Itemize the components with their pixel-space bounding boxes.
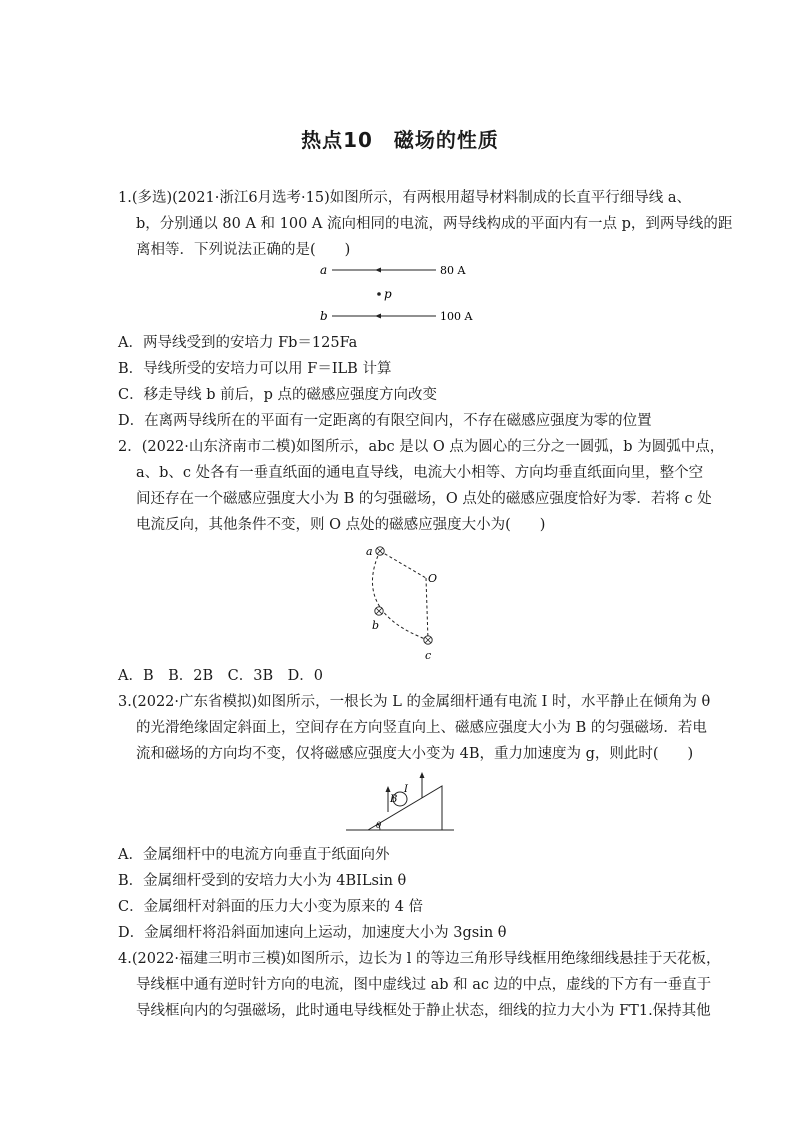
radius-oa bbox=[380, 551, 426, 578]
q3-line-1: 3.(2022·广东省模拟)如图所示，一根长为 L 的金属细杆通有电流 I 时，水平静止在倾角为 θ bbox=[118, 694, 711, 710]
q3-figure-incline bbox=[346, 770, 456, 834]
q2-fig-label-a: a bbox=[366, 545, 373, 558]
q2-line-1: 2．(2022·山东济南市二模)如图所示，abc 是以 O 点为圆心的三分之一圆弧，b 为圆弧中点， bbox=[118, 439, 725, 455]
q3-fig-label-i: I bbox=[404, 784, 408, 795]
q3-line-3: 流和磁场的方向均不变，仅将磁感应强度大小变为 4B，重力加速度为 g，则此时( ) bbox=[136, 746, 694, 762]
q1-option-d: D．在离两导线所在的平面有一定距离的有限空间内，不存在磁感应强度为零的位置 bbox=[118, 413, 652, 429]
arc-abc bbox=[372, 551, 428, 640]
field-arrow-left-icon bbox=[386, 786, 391, 792]
q1-option-b: B．导线所受的安培力可以用 F＝ILB 计算 bbox=[118, 361, 392, 377]
q2-fig-label-c: c bbox=[425, 649, 432, 662]
wire-c-into-page-icon bbox=[424, 636, 432, 644]
q1-fig-label-p: p bbox=[384, 287, 392, 301]
q1-fig-current-a: 80 A bbox=[440, 264, 466, 277]
q3-option-a: A．金属细杆中的电流方向垂直于纸面向外 bbox=[118, 847, 390, 863]
q1-fig-label-a: a bbox=[320, 263, 328, 277]
q1-line-2: b，分别通以 80 A 和 100 A 流向相同的电流，两导线构成的平面内有一点 p，到两导线的距 bbox=[136, 216, 733, 232]
q2-fig-label-b: b bbox=[372, 619, 380, 632]
q3-fig-label-theta: θ bbox=[376, 821, 382, 831]
q1-line-3: 离相等．下列说法正确的是( ) bbox=[136, 242, 351, 258]
q1-line-1: 1.(多选)(2021·浙江6月选考·15)如图所示，有两根用超导材料制成的长直平行细导线 a、 bbox=[118, 190, 692, 206]
point-p-dot bbox=[377, 292, 381, 296]
radius-oc bbox=[426, 578, 428, 640]
q1-option-c: C．移走导线 b 前后，p 点的磁感应强度方向改变 bbox=[118, 387, 437, 403]
q2-figure-arc-wires bbox=[360, 542, 450, 662]
q3-fig-label-b: B bbox=[390, 794, 398, 805]
wire-b-into-page-icon bbox=[375, 607, 383, 615]
q3-option-c: C．金属细杆对斜面的压力大小变为原来的 4 倍 bbox=[118, 899, 424, 915]
wire-a-into-page-icon bbox=[376, 547, 384, 555]
q2-options: A．B B．2B C．3B D．0 bbox=[118, 668, 323, 684]
q4-line-3: 导线框向内的匀强磁场，此时通电导线框处于静止状态，细线的拉力大小为 FT1.保持其他 bbox=[136, 1003, 711, 1019]
wire-b-arrow-icon bbox=[375, 314, 381, 319]
field-arrow-right-icon bbox=[420, 772, 425, 778]
q2-line-2: a、b、c 处各有一垂直纸面的通电直导线，电流大小相等、方向均垂直纸面向里，整个空 bbox=[136, 465, 704, 481]
q2-line-3: 间还存在一个磁感应强度大小为 B 的匀强磁场，O 点处的磁感应强度恰好为零．若将 c 处 bbox=[136, 491, 712, 507]
q1-figure-parallel-wires bbox=[318, 262, 488, 326]
q3-option-b: B．金属细杆受到的安培力大小为 4BILsin θ bbox=[118, 873, 407, 889]
q1-fig-current-b: 100 A bbox=[440, 310, 473, 323]
page-title: 热点10 磁场的性质 bbox=[301, 128, 499, 152]
q1-option-a: A．两导线受到的安培力 Fb＝125Fa bbox=[118, 335, 358, 351]
q3-option-d: D．金属细杆将沿斜面加速向上运动，加速度大小为 3gsin θ bbox=[118, 925, 507, 941]
q4-line-1: 4.(2022·福建三明市三模)如图所示，边长为 l 的等边三角形导线框用绝缘细线悬挂于天花板， bbox=[118, 951, 721, 967]
q4-line-2: 导线框中通有逆时针方向的电流，图中虚线过 ab 和 ac 边的中点，虚线的下方有一垂直于 bbox=[136, 977, 712, 993]
q2-fig-label-o: O bbox=[428, 572, 438, 585]
q3-line-2: 的光滑绝缘固定斜面上，空间存在方向竖直向上、磁感应强度大小为 B 的匀强磁场．若电 bbox=[136, 720, 707, 736]
q1-fig-label-b: b bbox=[320, 309, 328, 323]
wire-a-arrow-icon bbox=[375, 268, 381, 273]
q2-line-4: 电流反向，其他条件不变，则 O 点处的磁感应强度大小为( ) bbox=[136, 517, 546, 533]
